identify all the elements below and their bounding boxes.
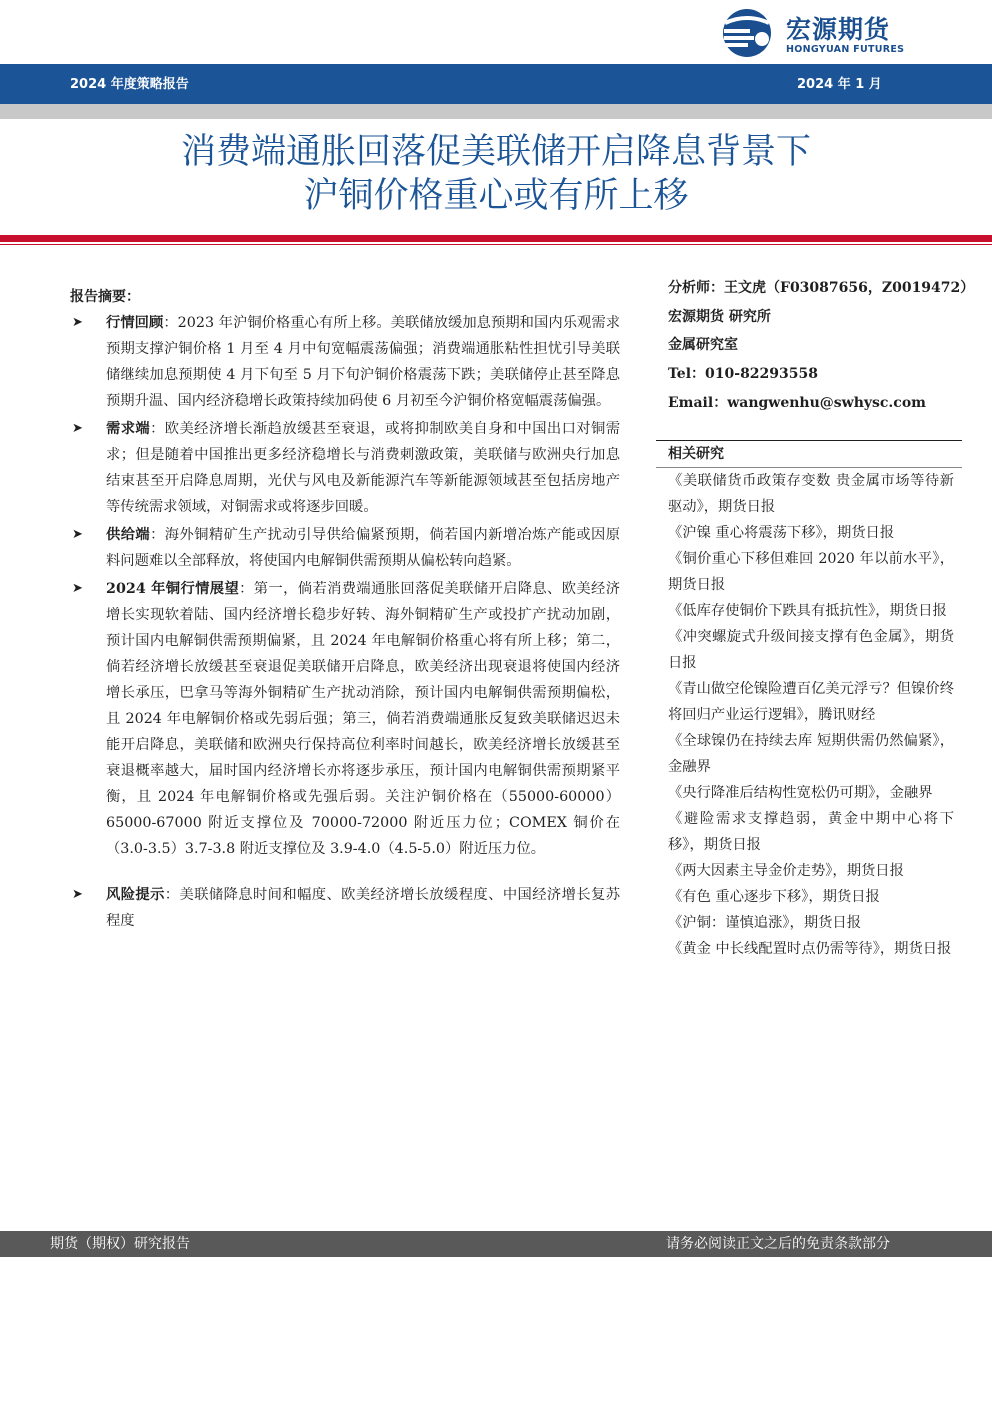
brand-name-cn: 宏源期货 [786,15,891,44]
section-text: ：2023 年沪铜价格重心有所上移。美联储放缓加息预期和国内乐观需求预期支撑沪铜价格 1 月至 4 月中旬宽幅震荡偏强；消费端通胀粘性担忧引导美联储继续加息预期使 4 月下旬至 5 月下旬沪铜价格震荡下跌；美联储停止甚至降息预期升温、国内经济稳增长政策持续加码使 6 月初至今沪铜价格宽幅震荡偏强。 [106,315,620,409]
section-outlook [70,576,620,862]
footer-disclaimer-note: 请务必阅读正文之后的免责条款部分 [666,1236,890,1252]
section-text: ：海外铜精矿生产扰动引导供给偏紧预期，倘若国内新增冶炼产能或因原料问题难以全部释放，将使国内电解铜供需预期从偏松转向趋紧。 [106,527,620,569]
section-text: ：欧美经济增长渐趋放缓甚至衰退，或将抑制欧美自身和中国出口对铜需求；但是随着中国推出更多经济稳增长与消费刺激政策，美联储与欧洲央行加息结束甚至开启降息周期，光伏与风电及新能源汽车等新能源领域甚至包括房地产等传统需求领域，对铜需求或将逐步回暖。 [106,421,620,515]
section-demand [70,416,620,520]
related-item: 《央行降准后结构性宽松仍可期》，金融界 [668,785,933,801]
related-item: 《青山做空伦镍险遭百亿美元浮亏？但镍价终将回归产业运行逻辑》，腾讯财经 [668,681,954,723]
related-item: 《美联储货币政策存变数 贵金属市场等待新驱动》，期货日报 [668,473,954,515]
analyst-info [668,274,975,417]
arrow-bullet-icon: ➤ [72,887,83,902]
section-heading: 需求端 [106,421,151,437]
section-heading: 供给端 [106,527,151,543]
report-type: 2024 年度策略报告 [70,77,189,92]
section-text: ：第一，倘若消费端通胀回落促美联储开启降息、欧美经济增长实现软着陆、国内经济增长稳步好转、海外铜精矿生产或投扩产扰动加剧，预计国内电解铜供需预期偏紧，且 2024 年电解铜价格重心将有所上移；第二，倘若经济增长放缓甚至衰退促美联储开启降息，欧美经济出现衰退将使国内经济增长承压，巴拿马等海外铜精矿生产扰动消除，预计国内电解铜供需预期偏松，且 2024 年电解铜价格或先弱后强；第三，倘若消费端通胀反复致美联储迟迟未能开启降息，美联储和欧洲央行保持高位利率时间越长，欧美经济增长放缓甚至衰退概率越大，届时国内经济增长亦将逐步承压，预计国内电解铜供需预期紧平衡，且 2024 年电解铜价格或先强后弱。关注沪铜价格在（55000-60000）65000-67000 附近支撑位及 70000-72000 附近压力位；COMEX 铜价在（3.0-3.5）3.7-3.8 附近支撑位及 3.9-4.0（4.5-5.0）附近压力位。 [106,581,620,857]
title-underline [0,235,992,242]
section-supply [70,522,620,574]
related-research-heading: 相关研究 [656,440,962,468]
section-text: ：美联储降息时间和幅度、欧美经济增长放缓程度、中国经济增长复苏程度 [106,887,621,929]
abstract-sections [70,310,620,934]
company-logo [716,6,936,60]
analyst-phone: Tel：010-82293558 [668,366,819,383]
hongyuan-logo-icon [716,8,778,58]
related-item: 《冲突螺旋式升级间接支撑有色金属》，期货日报 [668,629,954,671]
related-item: 《有色 重心逐步下移》，期货日报 [668,889,880,905]
arrow-bullet-icon: ➤ [72,421,83,436]
related-item: 《两大因素主导金价走势》，期货日报 [668,863,904,879]
related-research-list [668,468,954,962]
report-date: 2024 年 1 月 [797,77,882,92]
footer-report-label: 期货（期权）研究报告 [50,1236,190,1252]
brand-name-en: HONGYUAN FUTURES [786,44,905,55]
section-heading: 2024 年铜行情展望 [106,581,240,597]
abstract-heading: 报告摘要： [70,289,140,305]
analyst-name: 分析师：王文虎（F03087656，Z0019472） [668,280,975,296]
section-risk [70,882,620,934]
section-heading: 风险提示 [106,887,165,903]
related-item: 《低库存使铜价下跌具有抵抗性》，期货日报 [668,603,947,619]
header-divider [0,104,992,119]
section-market-review [70,310,620,414]
related-item: 《全球镍仍在持续去库 短期供需仍然偏紧》，金融界 [668,733,954,775]
department-name: 金属研究室 [668,337,738,354]
header-band [0,64,992,104]
related-item: 《黄金 中长线配置时点仍需等待》，期货日报 [668,941,952,957]
title-line-2: 沪铜价格重心或有所上移 [303,176,689,216]
title-underline-thin [0,244,992,245]
related-item: 《避险需求支撑趋弱，黄金中期中心将下移》，期货日报 [668,811,954,853]
institute-name: 宏源期货 研究所 [668,308,771,325]
related-item: 《沪镍 重心将震荡下移》，期货日报 [668,525,895,541]
title-line-1: 消费端通胀回落促美联储开启降息背景下 [180,132,811,172]
section-heading: 行情回顾 [106,315,164,331]
arrow-bullet-icon: ➤ [72,581,83,596]
related-item: 《铜价重心下移但难回 2020 年以前水平》，期货日报 [668,551,954,593]
page-footer [0,1231,992,1257]
arrow-bullet-icon: ➤ [72,527,83,542]
report-title [0,130,992,218]
arrow-bullet-icon: ➤ [72,315,83,330]
related-item: 《沪铜：谨慎追涨》，期货日报 [668,915,862,931]
analyst-email: Email：wangwenhu@swhysc.com [668,394,926,411]
